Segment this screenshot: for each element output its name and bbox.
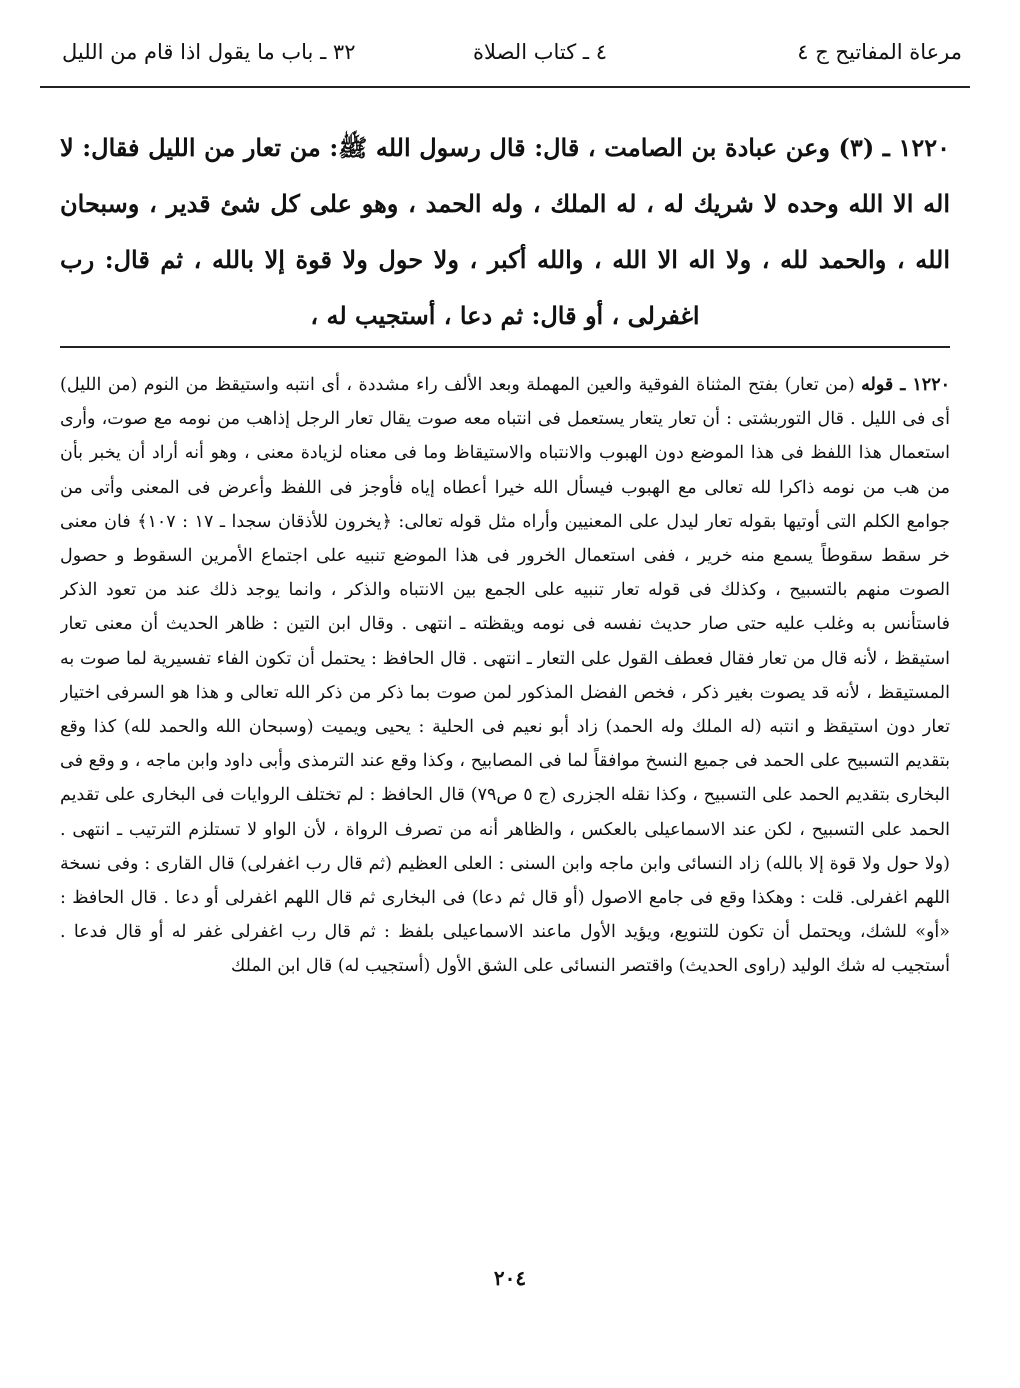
header-section-title: ٣٢ ـ باب ما يقول اذا قام من الليل xyxy=(62,40,356,64)
header-rule xyxy=(40,86,970,88)
hadith-text: ١٢٢٠ ـ (٣) وعن عبادة بن الصامت ، قال: قال رسول الله ﷺ: من تعار من الليل فقال: لا اله الا الله وحده لا شريك له ، له الملك ، وله الحمد ، وهو على كل شئ قدير ، وسبحان الله ، والحمد لله ، ولا اله الا الله ، والله أكبر ، ولا حول ولا قوة إلا بالله ، ثم قال: رب اغفرلى ، أو قال: ثم دعا ، أستجيب له ، xyxy=(60,133,950,330)
commentary-text: (من تعار) بفتح المثناة الفوقية والعين المهملة وبعد الألف راء مشددة ، أى انتبه واستيقظ من النوم (من الليل) أى فى الليل . قال التوربشتى : أن تعار يتعار يستعمل فى انتباه معه صوت يقال تعار الرجل إذاهب من نومه مع صوت، وأرى استعمال هذا اللفظ فى هذا الموضع دون الهبوب والانتباه والاستيقاظ وما فى معناه لزيادة معنى ، وهو أنه أراد أن يخبر بأن من هب من نومه ذاكرا لله تعالى مع الهبوب فيسأل الله خيرا أعطاه إياه فأوجز فى اللفظ وأعرض فى المعنى وأتى من جوامع الكلم التى أوتيها بقوله تعار ليدل على المعنيين وأراه مثل قوله تعالى: ﴿يخرون للأذقان سجدا ـ ١٧ : ١٠٧﴾ فان معنى خر سقط سقوطاً يسمع منه خرير ، ففى استعمال الخرور فى هذا الموضع تنبيه على اجتماع الأمرين السقوط و حصول الصوت منهم بالتسبيح ، وكذلك فى قوله تعار تنبيه على الجمع بين الانتباه والذكر ، وانما يوجد ذلك عند من تعود الذكر فاستأنس به وغلب عليه حتى صار حديث نفسه فى نومه ويقظته ـ انتهى . وقال ابن التين : ظاهر الحديث أن معنى تعار استيقظ ، لأنه قال من تعار فقال فعطف القول على التعار ـ انتهى . قال الحافظ : يحتمل أن تكون الفاء تفسيرية لما صوت به المستيقظ ، لأنه قد يصوت بغير ذكر ، فخص الفضل المذكور لمن صوت بما ذكر من ذكر الله تعالى و هذا هو السرفى اختيار تعار دون استيقظ و انتبه (له الملك وله الحمد) زاد أبو نعيم فى الحلية : يحيى ويميت (وسبحان الله والحمد لله) كذا وقع بتقديم التسبيح على الحمد فى جميع النسخ موافقاً لما فى المصابيح ، وكذا وقع عند الترمذى وأبى داود وابن ماجه ، و وقع فى البخارى بتقديم الحمد على التسبيح ، وكذا نقله الجزرى (ج ٥ ص٧٩) قال الحافظ : لم تختلف الروايات فى البخارى على تقديم الحمد على التسبيح ، لكن عند الاسماعيلى بالعكس ، والظاهر أنه من تصرف الرواة ، لأن الواو لا تستلزم الترتيب ـ انتهى . (ولا حول ولا قوة إلا بالله) زاد النسائى وابن ماجه وابن السنى : العلى العظيم (ثم قال رب اغفرلى) قال القارى : وفى نسخة اللهم اغفرلى. قلت : وهكذا وقع فى جامع الاصول (أو قال ثم دعا) فى البخارى ثم قال اللهم اغفرلى أو دعا . قال الحافظ : «أو» للشك، ويحتمل أن تكون للتنويع، ويؤيد الأول ماعند الاسماعيلى بلفظ : ثم قال رب اغفرلى غفر له أو قال فدعا . أستجيب له شك الوليد (راوى الحديث) واقتصر النسائى على الشق الأول (أستجيب له) قال ابن الملك xyxy=(60,375,950,977)
section-separator xyxy=(60,346,950,348)
commentary-block xyxy=(60,368,950,1258)
running-header xyxy=(62,36,962,76)
header-book-title: مرعاة المفاتيح ج ٤ xyxy=(797,40,962,64)
commentary-lead: ١٢٢٠ ـ قوله xyxy=(861,375,950,395)
page-number: ٢٠٤ xyxy=(493,1266,527,1290)
header-chapter-title: ٤ ـ كتاب الصلاة xyxy=(473,40,607,64)
